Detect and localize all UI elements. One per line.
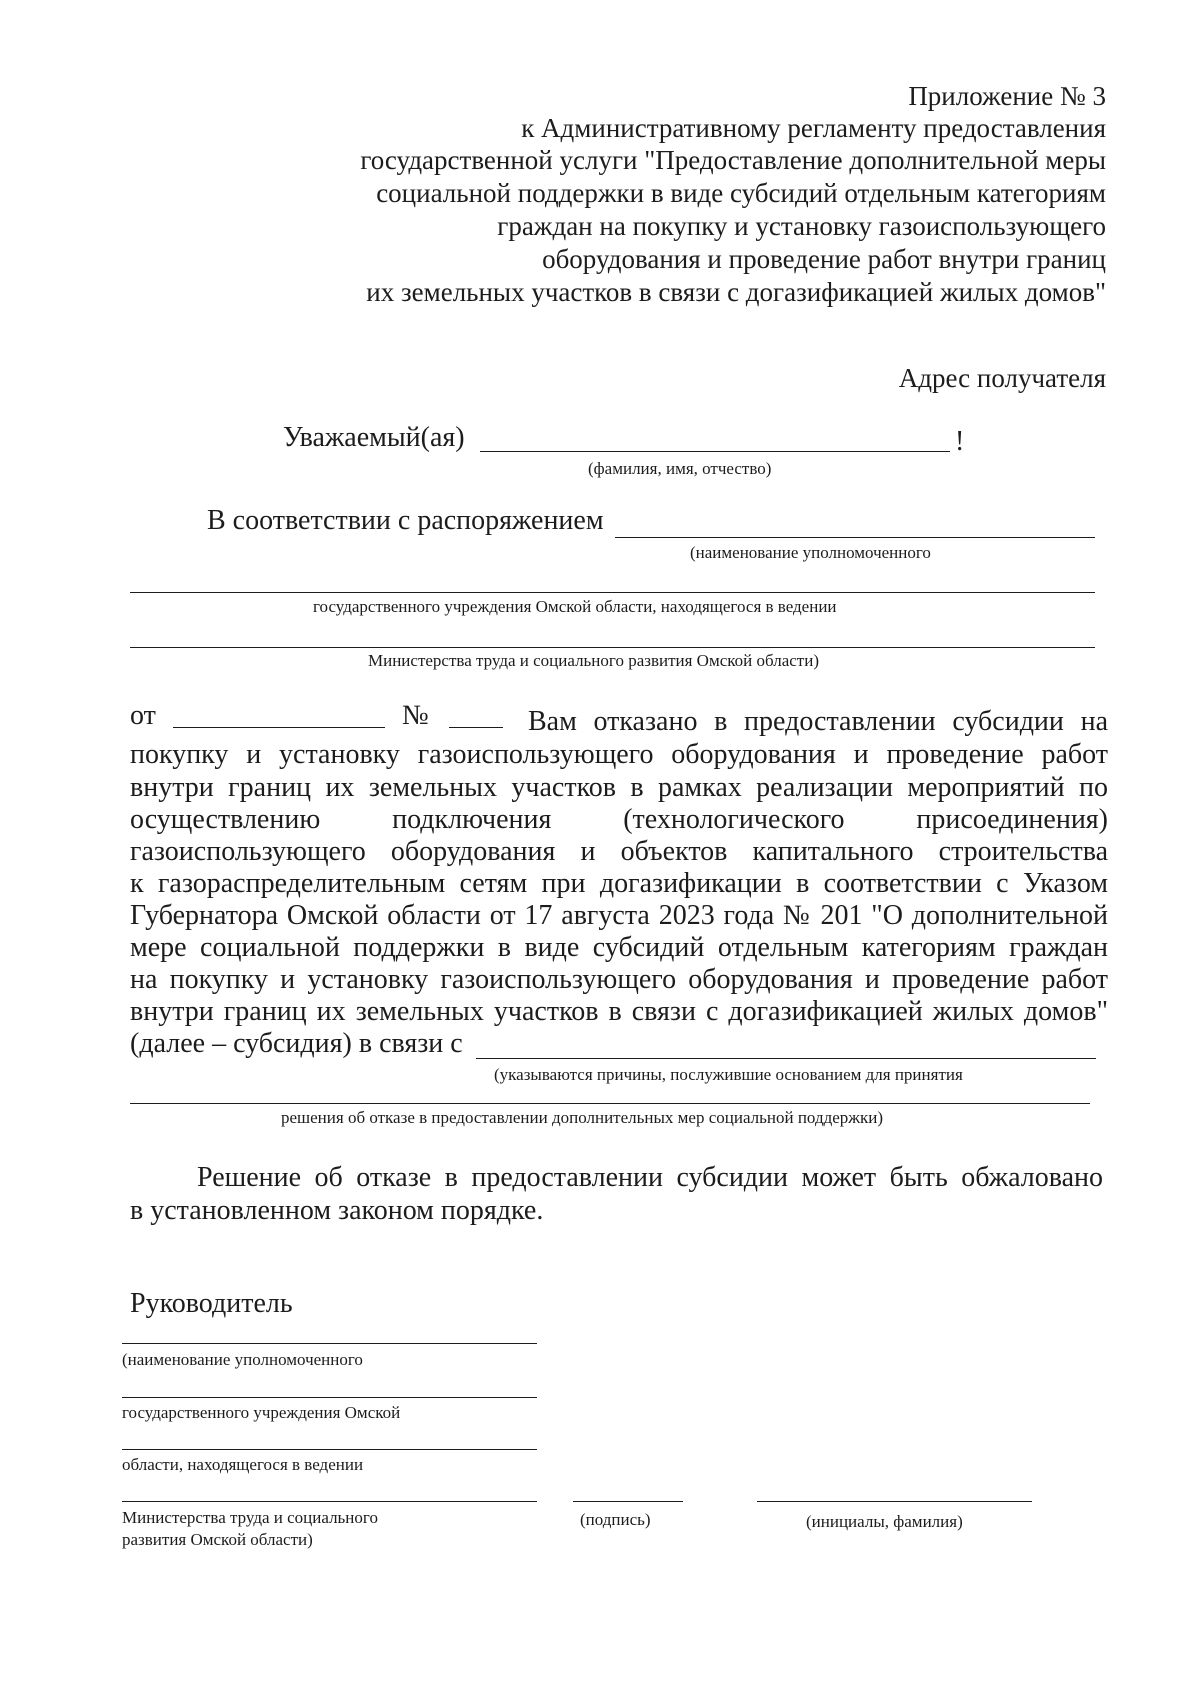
official-caption: Министерства труда и социального [122, 1508, 378, 1527]
official-caption: развития Омской области) [122, 1530, 313, 1549]
header-line: оборудования и проведение работ внутри границ [542, 244, 1106, 274]
header-line: их земельных участков в связи с догазификацией жилых домов" [366, 277, 1106, 307]
signature-head: Руководитель [130, 1288, 293, 1319]
header-line: к Административному регламенту предоставления [521, 113, 1106, 143]
order-caption: (наименование уполномоченного [690, 543, 931, 562]
body-line: осуществлению подключения (технологического присоединения) [130, 804, 1108, 835]
reason-blank-line [130, 1103, 1090, 1104]
order-label: В соответствии с распоряжением [207, 505, 604, 536]
fio-blank-line [480, 451, 950, 452]
body-line: покупку и установку газоиспользующего оборудования и проведение работ [130, 739, 1108, 770]
order-caption: Министерства труда и социального развития Омской области) [368, 651, 819, 670]
body-line: мере социальной поддержки в виде субсидий отдельным категориям граждан [130, 932, 1108, 963]
number-blank-line [449, 727, 503, 728]
signature-blank-line [573, 1501, 683, 1502]
body-last-line: (далее – субсидия) в связи с [130, 1028, 463, 1059]
name-blank-line [757, 1501, 1032, 1502]
header-line: социальной поддержки в виде субсидий отдельным категориям [376, 178, 1106, 208]
official-caption: области, находящегося в ведении [122, 1455, 364, 1474]
date-blank-line [173, 727, 385, 728]
greeting-label: Уважаемый(ая) [283, 422, 465, 453]
reason-blank-line [476, 1058, 1096, 1059]
order-blank-line [130, 647, 1095, 648]
name-caption: (инициалы, фамилия) [806, 1512, 963, 1531]
official-blank-line [122, 1343, 537, 1344]
official-blank-line [122, 1397, 537, 1398]
body-line: на покупку и установку газоиспользующего оборудования и проведение работ [130, 964, 1108, 995]
fio-caption: (фамилия, имя, отчество) [588, 459, 772, 478]
official-blank-line [122, 1501, 537, 1502]
signature-caption: (подпись) [580, 1510, 651, 1529]
reason-caption: (указываются причины, послужившие основанием для принятия [494, 1065, 963, 1084]
recipient-address: Адрес получателя [898, 363, 1106, 393]
header-line: Приложение № 3 [908, 81, 1106, 111]
header-line: государственной услуги "Предоставление дополнительной меры [360, 145, 1106, 175]
greeting-exclaim: ! [955, 426, 965, 457]
body-line: внутри границ их земельных участков в связи с догазификацией жилых домов" [130, 996, 1108, 1027]
appeal-line: в установленном законом порядке. [130, 1195, 544, 1226]
body-line: газоиспользующего оборудования и объектов капитального строительства [130, 836, 1108, 867]
order-blank-line [615, 537, 1095, 538]
order-caption: государственного учреждения Омской области, находящегося в ведении [313, 597, 837, 616]
official-blank-line [122, 1449, 537, 1450]
body-line: Вам отказано в предоставлении субсидии на [528, 706, 1108, 737]
date-prefix: от [130, 700, 156, 731]
header-line: граждан на покупку и установку газоиспользующего [497, 211, 1106, 241]
number-sign: № [402, 700, 429, 731]
official-caption: (наименование уполномоченного [122, 1350, 363, 1369]
official-caption: государственного учреждения Омской [122, 1403, 401, 1422]
order-blank-line [130, 592, 1095, 593]
body-line: внутри границ их земельных участков в рамках реализации мероприятий по [130, 772, 1108, 803]
body-line: Губернатора Омской области от 17 августа 2023 года № 201 "О дополнительной [130, 900, 1108, 931]
appeal-line: Решение об отказе в предоставлении субсидии может быть обжаловано [197, 1162, 1103, 1193]
body-line: к газораспределительным сетям при догазификации в соответствии с Указом [130, 868, 1108, 899]
reason-caption: решения об отказе в предоставлении дополнительных мер социальной поддержки) [281, 1108, 884, 1127]
